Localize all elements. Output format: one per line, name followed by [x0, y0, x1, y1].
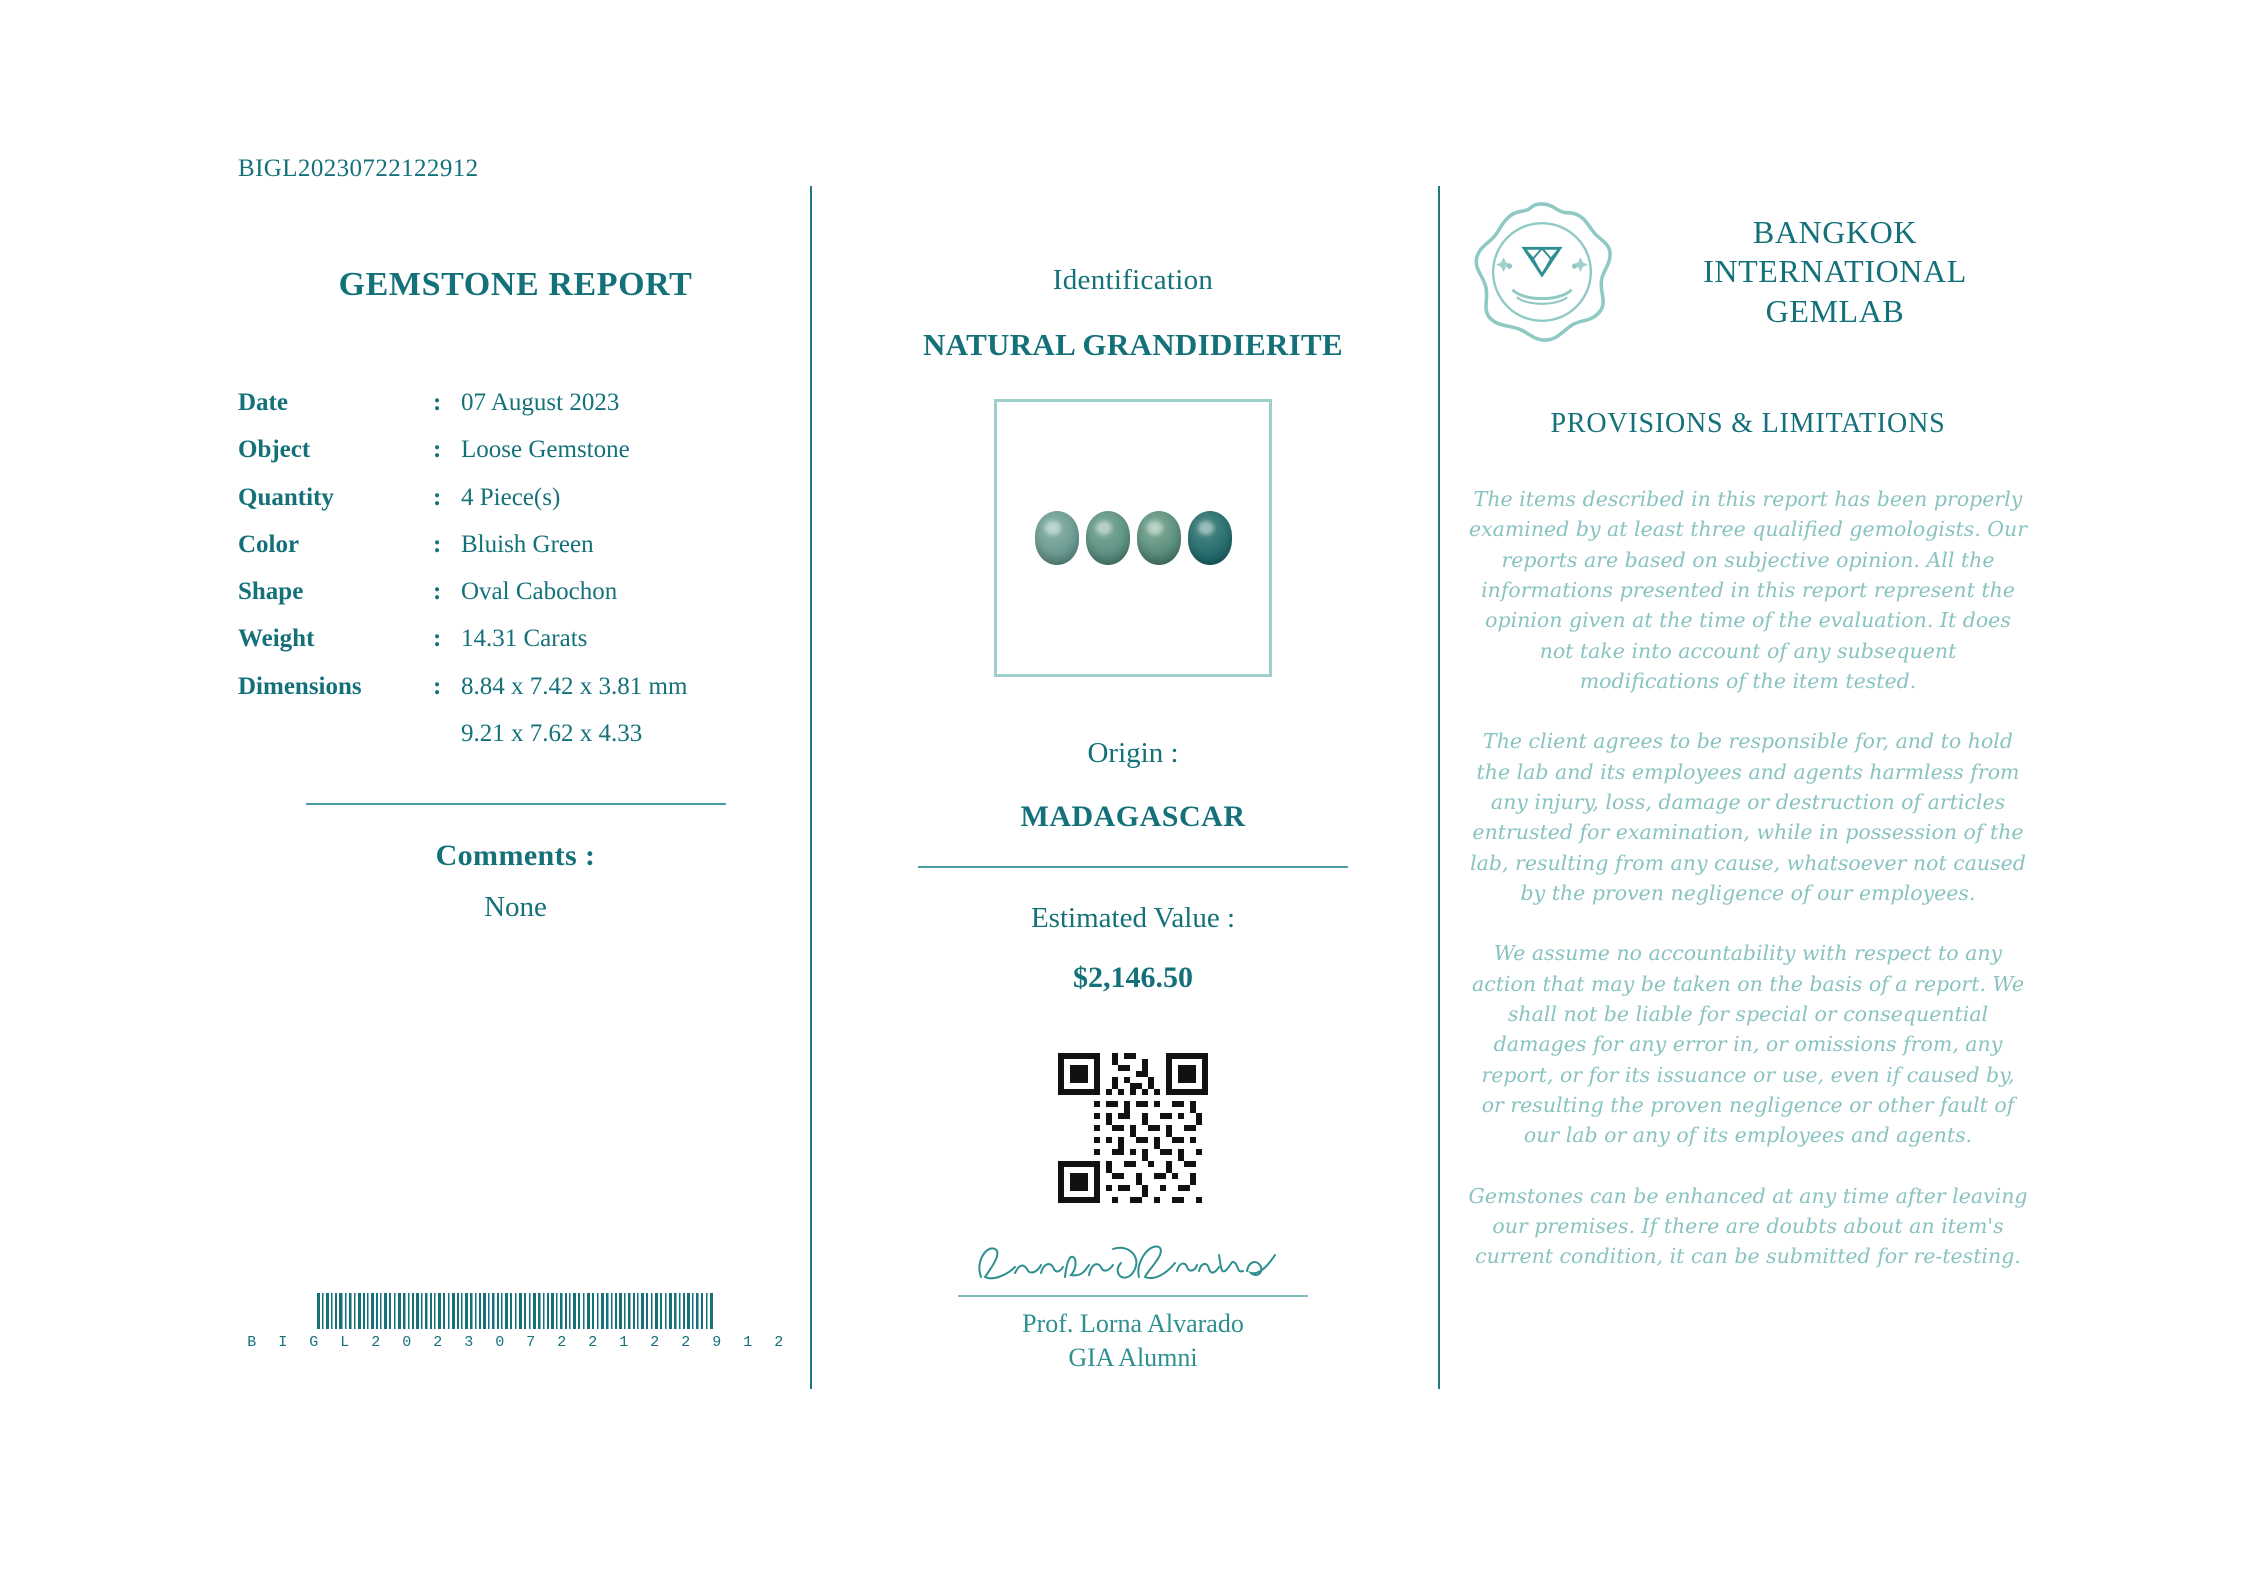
barcode	[238, 1293, 793, 1351]
spec-value-object: Loose Gemstone	[461, 436, 630, 464]
signatory-name: Prof. Lorna Alvarado	[1022, 1309, 1244, 1338]
gem-stone	[1188, 511, 1232, 565]
lab-seal-logo-icon	[1468, 198, 1616, 346]
table-row	[238, 521, 687, 568]
gem-photo-frame	[994, 399, 1272, 677]
gem-group	[997, 511, 1269, 565]
middle-column	[838, 186, 1428, 1386]
table-row	[238, 710, 687, 757]
table-row	[238, 615, 687, 662]
estimated-value-label: Estimated Value :	[1030, 902, 1236, 934]
signature-rule	[958, 1295, 1308, 1297]
specifications-table	[238, 379, 687, 757]
divider	[918, 866, 1348, 868]
spec-value-date: 07 August 2023	[461, 389, 620, 416]
estimated-value: $2,146.50	[1073, 961, 1193, 994]
spec-value-quantity: 4 Piece(s)	[461, 483, 561, 511]
spec-colon: :	[433, 625, 442, 653]
spec-label-color: Color	[238, 530, 300, 558]
barcode-text: B I G L 2 0 2 3 0 7 2 2 1 2 2 9 1 2	[247, 1334, 790, 1351]
signatory-credential: GIA Alumni	[1068, 1343, 1198, 1372]
spec-colon: :	[433, 672, 442, 700]
spec-colon: :	[433, 436, 442, 464]
spec-value-dimensions: 8.84 x 7.42 x 3.81 mm	[461, 672, 688, 700]
qr-code-icon[interactable]	[1058, 1053, 1208, 1203]
table-row	[238, 379, 687, 426]
table-row	[238, 426, 687, 473]
signature-icon	[963, 1237, 1303, 1291]
table-row	[238, 568, 687, 615]
spec-label-quantity: Quantity	[238, 483, 334, 511]
spec-colon: :	[433, 530, 442, 558]
origin-label: Origin :	[1087, 737, 1179, 769]
brand-header	[1468, 198, 2028, 346]
lab-name: BANGKOK INTERNATIONAL GEMLAB	[1703, 214, 1967, 329]
spec-value-dimensions-secondary: 9.21 x 7.62 x 4.33	[461, 719, 643, 747]
divider	[306, 803, 726, 805]
column-divider-2	[1438, 186, 1440, 1389]
column-divider-1	[810, 186, 812, 1389]
provisions-title: PROVISIONS & LIMITATIONS	[1550, 408, 1946, 439]
spec-label-date: Date	[238, 389, 288, 416]
signature-block	[958, 1237, 1308, 1373]
right-column	[1468, 186, 2028, 1386]
page-title: GEMSTONE REPORT	[338, 266, 693, 303]
spec-value-weight: 14.31 Carats	[461, 625, 588, 653]
table-row	[238, 474, 687, 521]
comments-value: None	[484, 891, 547, 923]
barcode-icon	[317, 1293, 715, 1329]
report-id: BIGL20230722122912	[238, 155, 479, 182]
left-column	[238, 186, 793, 1386]
table-row	[238, 663, 687, 710]
spec-label-object: Object	[238, 436, 311, 464]
spec-value-shape: Oval Cabochon	[461, 578, 618, 605]
provision-paragraph: The client agrees to be responsible for, and to hold the lab and its employees and agents harmless from any injury, loss, damage or destruction of articles entrusted for examination, while in possession of the lab, resulting from any cause, whatsoever not caused by the proven negligence of our employees.	[1470, 729, 2026, 905]
identification-label: Identification	[1052, 264, 1214, 296]
identification-value: NATURAL GRANDIDIERITE	[923, 327, 1343, 362]
spec-colon: :	[433, 389, 442, 416]
gem-stone	[1086, 511, 1130, 565]
spec-colon: :	[433, 578, 442, 605]
spec-value-color: Bluish Green	[461, 530, 594, 558]
provision-paragraph: The items described in this report has been properly examined by at least three qualified gemologists. Our reports are based on subjective opinion. All the informations presented in this report represent the opinion given at the time of the evaluation. It does not take into account of any subsequent modifications of the item tested.	[1468, 487, 2028, 693]
gem-stone	[1137, 511, 1181, 565]
provision-paragraph: We assume no accountability with respect to any action that may be taken on the basis of a report. We shall not be liable for special or consequential damages for any error in, or omissions from, any report, or for its issuance or use, even if caused by, or resulting the proven negligence or other fault of our lab or any of its employees and agents.	[1471, 941, 2025, 1148]
provisions-body	[1468, 484, 2028, 1272]
origin-value: MADAGASCAR	[1020, 800, 1246, 833]
comments-label: Comments :	[435, 839, 596, 872]
gem-stone	[1035, 511, 1079, 565]
provision-paragraph: Gemstones can be enhanced at any time after leaving our premises. If there are doubts about an item's current condition, it can be submitted for re-testing.	[1468, 1183, 2028, 1269]
spec-label-weight: Weight	[238, 625, 315, 653]
spec-colon: :	[433, 483, 442, 511]
spec-label-dimensions: Dimensions	[238, 672, 362, 700]
spec-label-shape: Shape	[238, 578, 304, 605]
